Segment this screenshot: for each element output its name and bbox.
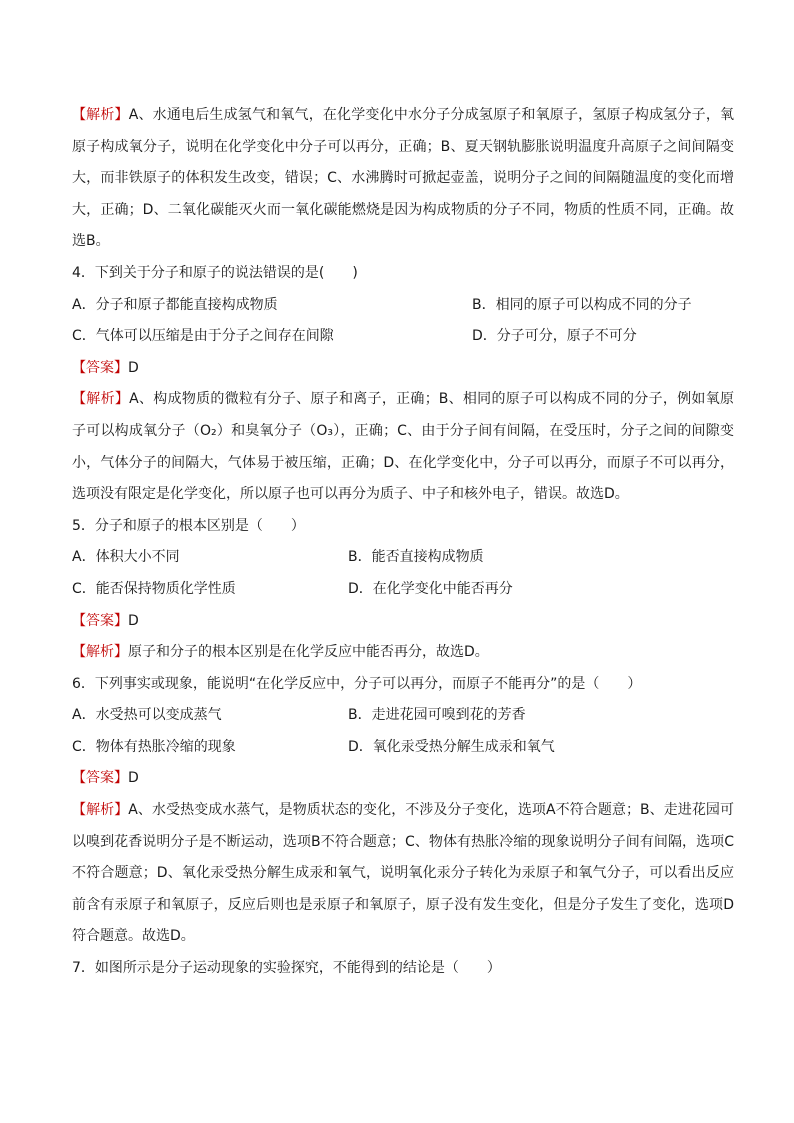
analysis-paragraph-q4 — [72, 384, 734, 510]
options-row-q6-2 — [72, 732, 734, 764]
analysis-text: A、水通电后生成氢气和氧气，在化学变化中水分子分成氢原子和氧原子，氢原子构成氢分子，氧原子构成氧分子，说明在化学变化中分子可以再分，正确；B、夏天钢轨膨胀说明温度升高原子之间间隔变大，而非铁原子的体积发生改变，错误；C、水沸腾时可掀起壶盖，说明分子之间的间隔随温度的变化而增大，正确；D、二氧化碳能灭火而一氧化碳能燃烧是因为构成物质的分子不同，物质的性质不同，正确。故选B。 — [72, 107, 734, 250]
option-b: B．走进花园可嗅到花的芳香 — [348, 707, 526, 724]
answer-label: 【答案】 — [72, 359, 128, 376]
options-row-q6-1 — [72, 700, 734, 732]
answer-line-q5 — [72, 606, 734, 638]
analysis-label: 【解析】 — [72, 391, 130, 408]
answer-line-q4 — [72, 353, 734, 385]
option-d: D．在化学变化中能否再分 — [348, 580, 513, 597]
option-c: C．气体可以压缩是由于分子之间存在间隙 — [72, 328, 334, 345]
option-c: C．物体有热胀冷缩的现象 — [72, 738, 236, 755]
analysis-label: 【解析】 — [72, 802, 129, 819]
analysis-paragraph-q6 — [72, 795, 734, 953]
option-c: C．能否保持物质化学性质 — [72, 580, 236, 597]
analysis-text: A、构成物质的微粒有分子、原子和离子，正确；B、相同的原子可以构成不同的分子，例如氧原子可以构成氧分子（O₂）和臭氧分子（O₃），正确；C、由于分子间有间隔，在受压时，分子之间的间隙变小，气体分子的间隔大，气体易于被压缩，正确；D、在化学变化中，分子可以再分，而原子不可以再分，选项没有限定是化学变化，所以原子也可以再分为质子、中子和核外电子，错误。故选D。 — [72, 391, 734, 503]
options-row-q5-1 — [72, 542, 734, 574]
options-row-q4-2 — [72, 321, 734, 353]
answer-label: 【答案】 — [72, 770, 128, 787]
analysis-label: 【解析】 — [72, 107, 129, 123]
analysis-text: A、水受热变成水蒸气，是物质状态的变化，不涉及分子变化，选项A不符合题意；B、走进花园可以嗅到花香说明分子是不断运动，选项B不符合题意；C、物体有热胀冷缩的现象说明分子间有间隔，选项C不符合题意；D、氧化汞受热分解生成汞和氧气，说明氧化汞分子转化为汞原子和氧气分子，可以看出反应前含有汞原子和氧原子，反应后则也是汞原子和氧原子，原子没有发生变化，但是分子发生了变化，选项D符合题意。故选D。 — [72, 802, 734, 945]
analysis-label: 【解析】 — [72, 644, 128, 661]
answer-value: D — [128, 612, 139, 629]
option-d: D．氧化汞受热分解生成汞和氧气 — [348, 738, 555, 755]
answer-value: D — [128, 359, 139, 376]
document-page — [72, 100, 734, 985]
option-a: A．体积大小不同 — [72, 549, 180, 566]
options-row-q4-1 — [72, 290, 734, 322]
option-a: A．水受热可以变成蒸气 — [72, 707, 222, 724]
option-b: B．相同的原子可以构成不同的分子 — [472, 296, 692, 313]
answer-label: 【答案】 — [72, 612, 128, 629]
question-stem-q4: 4．下到关于分子和原子的说法错误的是( ) — [72, 264, 358, 281]
options-row-q5-2 — [72, 574, 734, 606]
analysis-paragraph-q5 — [72, 637, 734, 669]
option-a: A．分子和原子都能直接构成物质 — [72, 296, 278, 313]
answer-line-q6 — [72, 763, 734, 795]
question-stem-q5: 5．分子和原子的根本区别是（ ） — [72, 517, 305, 534]
question-stem-q7: 7．如图所示是分子运动现象的实验探究，不能得到的结论是（ ） — [72, 960, 501, 977]
analysis-text: 原子和分子的根本区别是在化学反应中能否再分，故选D。 — [128, 644, 489, 661]
analysis-paragraph-q3 — [72, 100, 734, 258]
question-stem-q6: 6．下列事实或现象，能说明“在化学反应中，分子可以再分，而原子不能再分”的是（ ） — [72, 675, 642, 692]
option-b: B．能否直接构成物质 — [348, 549, 484, 566]
option-d: D．分子可分，原子不可分 — [472, 328, 637, 345]
answer-value: D — [128, 770, 139, 787]
